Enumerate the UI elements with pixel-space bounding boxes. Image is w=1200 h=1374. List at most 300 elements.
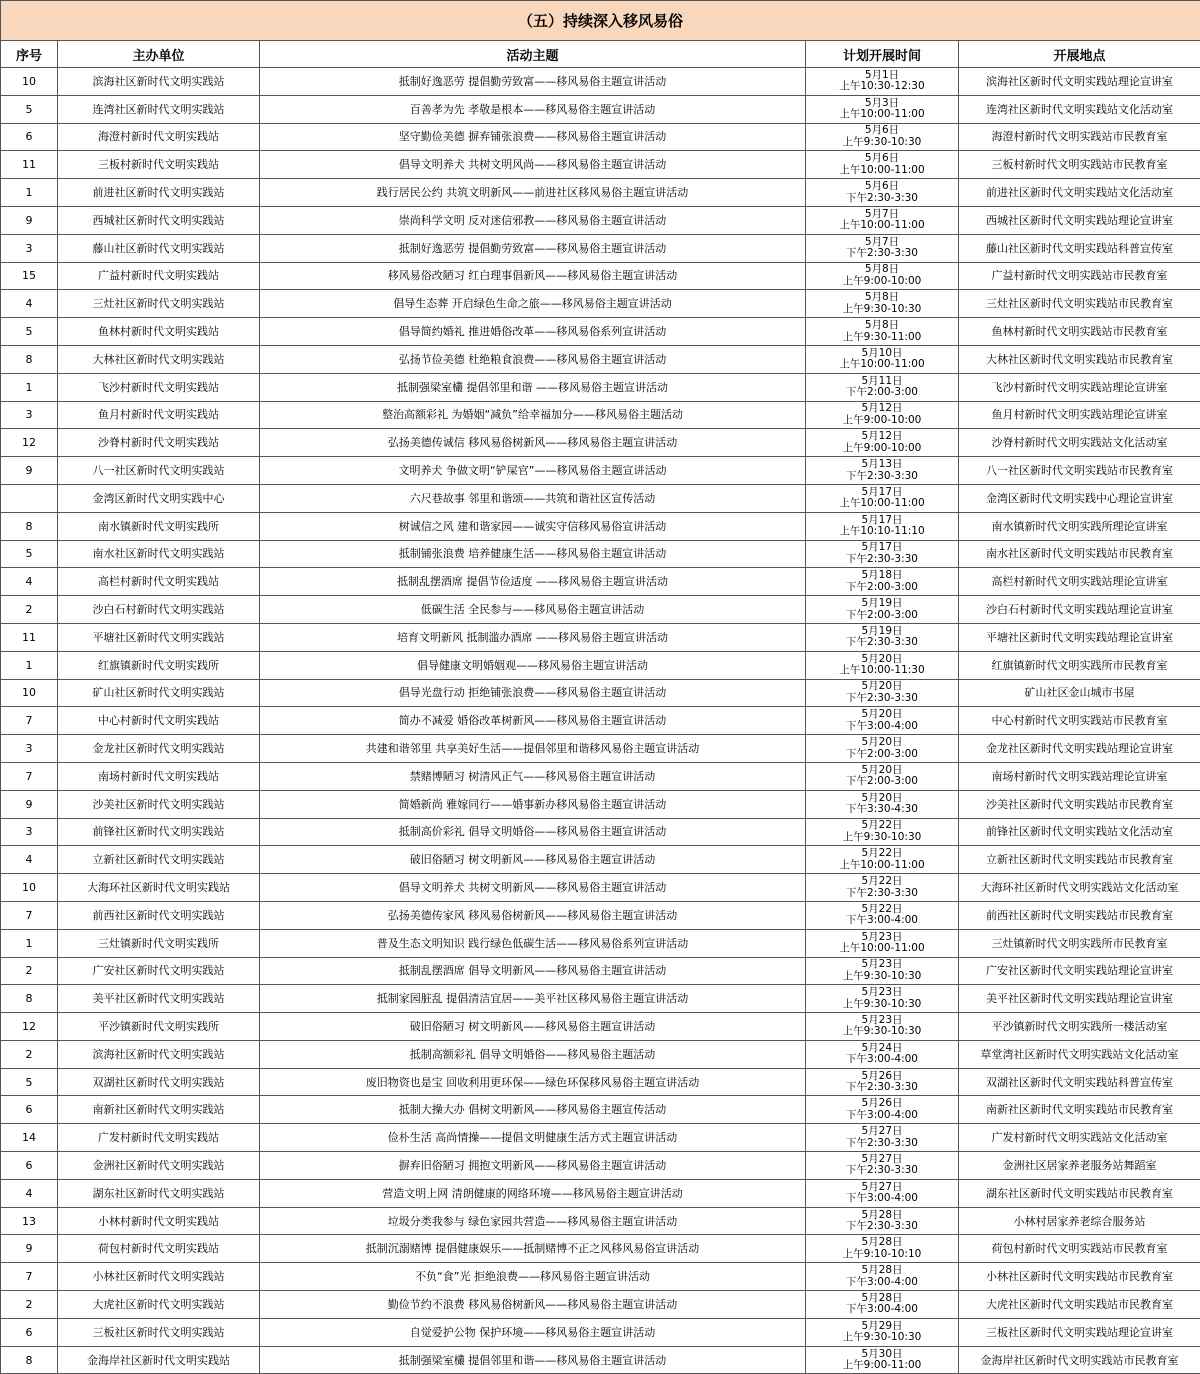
cell-theme: 普及生态文明知识 践行绿色低碳生活——移风易俗系列宣讲活动: [260, 929, 806, 957]
title-row: [1, 1, 1200, 41]
cell-time: [806, 95, 959, 123]
cell-theme: 抵制乱摆酒席 提倡节俭适度 ——移风易俗主题宣讲活动: [260, 568, 806, 596]
cell-number: 11: [1, 151, 58, 179]
cell-number: 2: [1, 957, 58, 985]
cell-theme: 抵制乱摆酒席 倡导文明新风——移风易俗主题宣讲活动: [260, 957, 806, 985]
cell-number: 9: [1, 790, 58, 818]
cell-organizer: 金湾区新时代文明实践中心: [58, 484, 260, 512]
cell-theme: 低碳生活 全民参与——移风易俗主题宣讲活动: [260, 596, 806, 624]
cell-theme: 倡导健康文明婚姻观——移风易俗主题宣讲活动: [260, 651, 806, 679]
cell-number: 7: [1, 762, 58, 790]
cell-theme: 废旧物资也是宝 回收利用更环保——绿色环保移风易俗主题宣讲活动: [260, 1068, 806, 1096]
cell-organizer: 滨海社区新时代文明实践站: [58, 68, 260, 96]
header-row: [1, 41, 1200, 68]
cell-location: 金海岸社区新时代文明实践站市民教育室: [959, 1346, 1200, 1374]
cell-location: 沙白石村新时代文明实践站理论宣讲室: [959, 596, 1200, 624]
cell-time: [806, 707, 959, 735]
cell-time: [806, 596, 959, 624]
cell-hours: 上午10:10-11:10: [839, 525, 925, 538]
cell-organizer: 鱼月村新时代文明实践站: [58, 401, 260, 429]
cell-number: 4: [1, 290, 58, 318]
cell-number: 5: [1, 1068, 58, 1096]
cell-theme: 倡导光盘行动 拒绝铺张浪费——移风易俗主题宣讲活动: [260, 679, 806, 707]
cell-theme: 自觉爱护公物 保护环境——移风易俗主题宣讲活动: [260, 1318, 806, 1346]
cell-hours: 下午2:00-3:00: [846, 775, 918, 788]
cell-theme: 培育文明新风 抵制滥办酒席 ——移风易俗主题宣讲活动: [260, 623, 806, 651]
cell-location: 红旗镇新时代文明实践所市民教育室: [959, 651, 1200, 679]
cell-theme: 抵制好逸恶劳 提倡勤劳致富——移风易俗主题宣讲活动: [260, 68, 806, 96]
cell-date: 5月22日: [861, 902, 903, 915]
cell-date: 5月28日: [861, 1291, 903, 1304]
cell-organizer: 南水镇新时代文明实践所: [58, 512, 260, 540]
table-row: [1, 1263, 1200, 1291]
cell-date: 5月12日: [861, 430, 903, 443]
cell-hours: 下午2:00-3:00: [846, 608, 918, 621]
cell-theme: 倡导简约婚礼 推进婚俗改革——移风易俗系列宣讲活动: [260, 318, 806, 346]
table-row: [1, 95, 1200, 123]
cell-hours: 下午2:30-3:30: [846, 247, 918, 260]
table-row: [1, 345, 1200, 373]
cell-date: 5月8日: [864, 263, 900, 276]
cell-date: 5月20日: [861, 708, 903, 721]
cell-theme: 垃圾分类我参与 绿色家园共营造——移风易俗主题宣讲活动: [260, 1207, 806, 1235]
cell-organizer: 小林村新时代文明实践站: [58, 1207, 260, 1235]
cell-date: 5月28日: [861, 1236, 903, 1249]
cell-location: 广安社区新时代文明实践站理论宣讲室: [959, 957, 1200, 985]
cell-time: [806, 846, 959, 874]
cell-date: 5月18日: [861, 569, 903, 582]
cell-hours: 下午2:30-3:30: [846, 469, 918, 482]
table-row: [1, 1291, 1200, 1319]
table-row: [1, 790, 1200, 818]
cell-time: [806, 651, 959, 679]
cell-organizer: 藤山社区新时代文明实践站: [58, 234, 260, 262]
cell-location: 中心村新时代文明实践站市民教育室: [959, 707, 1200, 735]
cell-time: [806, 1040, 959, 1068]
cell-hours: 下午2:30-3:30: [846, 552, 918, 565]
cell-theme: 抵制高价彩礼 倡导文明婚俗——移风易俗主题宣讲活动: [260, 818, 806, 846]
cell-date: 5月28日: [861, 1264, 903, 1277]
cell-hours: 上午9:30-10:30: [842, 969, 922, 982]
cell-number: 7: [1, 901, 58, 929]
cell-organizer: 连湾社区新时代文明实践站: [58, 95, 260, 123]
cell-time: [806, 540, 959, 568]
table-row: [1, 1152, 1200, 1180]
cell-theme: 不负“食”光 拒绝浪费——移风易俗主题宣讲活动: [260, 1263, 806, 1291]
cell-theme: 弘扬节俭美德 杜绝粮食浪费——移风易俗主题宣讲活动: [260, 345, 806, 373]
cell-organizer: 滨海社区新时代文明实践站: [58, 1040, 260, 1068]
cell-time: [806, 1235, 959, 1263]
cell-time: [806, 790, 959, 818]
cell-hours: 下午2:30-3:30: [846, 191, 918, 204]
cell-number: 1: [1, 929, 58, 957]
cell-time: [806, 1152, 959, 1180]
cell-date: 5月19日: [861, 597, 903, 610]
cell-organizer: 前西社区新时代文明实践站: [58, 901, 260, 929]
table-row: [1, 262, 1200, 290]
cell-location: 立新社区新时代文明实践站市民教育室: [959, 846, 1200, 874]
cell-time: [806, 1179, 959, 1207]
cell-organizer: 平沙镇新时代文明实践所: [58, 1013, 260, 1041]
cell-number: 4: [1, 846, 58, 874]
cell-time: [806, 206, 959, 234]
cell-number: 6: [1, 1152, 58, 1180]
cell-location: 前进社区新时代文明实践站文化活动室: [959, 179, 1200, 207]
cell-date: 5月20日: [861, 791, 903, 804]
cell-theme: 践行居民公约 共筑文明新风——前进社区移风易俗主题宣讲活动: [260, 179, 806, 207]
cell-number: 8: [1, 345, 58, 373]
cell-hours: 上午9:10-10:10: [842, 1247, 922, 1260]
cell-organizer: 广益村新时代文明实践站: [58, 262, 260, 290]
cell-date: 5月7日: [864, 207, 900, 220]
cell-location: 小林社区新时代文明实践站市民教育室: [959, 1263, 1200, 1291]
cell-location: 荷包村新时代文明实践站市民教育室: [959, 1235, 1200, 1263]
cell-hours: 上午10:00-11:00: [839, 219, 925, 232]
cell-organizer: 金海岸社区新时代文明实践站: [58, 1346, 260, 1374]
table-row: [1, 1124, 1200, 1152]
cell-hours: 上午10:00-11:00: [839, 942, 925, 955]
cell-number: 3: [1, 818, 58, 846]
cell-theme: 整治高额彩礼 为婚姻“减负”给幸福加分——移风易俗主题活动: [260, 401, 806, 429]
cell-hours: 上午10:00-11:00: [839, 108, 925, 121]
cell-organizer: 湖东社区新时代文明实践站: [58, 1179, 260, 1207]
cell-location: 飞沙村新时代文明实践站理论宣讲室: [959, 373, 1200, 401]
cell-hours: 下午2:30-3:30: [846, 886, 918, 899]
cell-number: 13: [1, 1207, 58, 1235]
cell-date: 5月23日: [861, 986, 903, 999]
cell-organizer: 平塘社区新时代文明实践站: [58, 623, 260, 651]
cell-date: 5月17日: [861, 513, 903, 526]
cell-theme: 破旧俗陋习 树文明新风——移风易俗主题宣讲活动: [260, 1013, 806, 1041]
cell-location: 广发村新时代文明实践站文化活动室: [959, 1124, 1200, 1152]
cell-date: 5月11日: [861, 374, 903, 387]
cell-time: [806, 290, 959, 318]
cell-hours: 下午2:00-3:00: [846, 580, 918, 593]
table-row: [1, 512, 1200, 540]
cell-time: [806, 1263, 959, 1291]
cell-location: 鱼林村新时代文明实践站市民教育室: [959, 318, 1200, 346]
table-row: [1, 123, 1200, 151]
table-row: [1, 679, 1200, 707]
header-theme: 活动主题: [260, 41, 806, 68]
cell-location: 南水社区新时代文明实践站市民教育室: [959, 540, 1200, 568]
cell-hours: 下午2:00-3:00: [846, 386, 918, 399]
cell-theme: 抵制沉溺赌博 提倡健康娱乐——抵制赌博不正之风移风易俗宣讲活动: [260, 1235, 806, 1263]
cell-location: 滨海社区新时代文明实践站理论宣讲室: [959, 68, 1200, 96]
header-location: 开展地点: [959, 41, 1200, 68]
cell-theme: 倡导文明养犬 共树文明风尚——移风易俗主题宣讲活动: [260, 151, 806, 179]
cell-date: 5月20日: [861, 763, 903, 776]
cell-date: 5月24日: [861, 1041, 903, 1054]
cell-location: 南水镇新时代文明实践所理论宣讲室: [959, 512, 1200, 540]
cell-number: 2: [1, 1291, 58, 1319]
cell-number: 3: [1, 234, 58, 262]
cell-number: 1: [1, 373, 58, 401]
table-row: [1, 206, 1200, 234]
cell-number: 1: [1, 179, 58, 207]
cell-organizer: 前进社区新时代文明实践站: [58, 179, 260, 207]
cell-number: 5: [1, 318, 58, 346]
table-row: [1, 901, 1200, 929]
cell-location: 南场村新时代文明实践站理论宣讲室: [959, 762, 1200, 790]
cell-date: 5月26日: [861, 1069, 903, 1082]
cell-location: 大海环社区新时代文明实践站文化活动室: [959, 874, 1200, 902]
cell-theme: 简婚新尚 雅嫁同行——婚事新办移风易俗主题宣讲活动: [260, 790, 806, 818]
cell-time: [806, 1207, 959, 1235]
table-row: [1, 707, 1200, 735]
cell-date: 5月6日: [864, 124, 900, 137]
table-row: [1, 874, 1200, 902]
cell-time: [806, 623, 959, 651]
cell-location: 三灶镇新时代文明实践所市民教育室: [959, 929, 1200, 957]
cell-time: [806, 874, 959, 902]
cell-hours: 下午2:30-3:30: [846, 1164, 918, 1177]
cell-theme: 简办不减爱 婚俗改革树新风——移风易俗主题宣讲活动: [260, 707, 806, 735]
cell-theme: 文明养犬 争做文明“铲屎官”——移风易俗主题宣讲活动: [260, 457, 806, 485]
cell-location: 湖东社区新时代文明实践站市民教育室: [959, 1179, 1200, 1207]
cell-theme: 摒弃旧俗陋习 拥抱文明新风——移风易俗主题宣讲活动: [260, 1152, 806, 1180]
cell-date: 5月12日: [861, 402, 903, 415]
cell-number: 2: [1, 596, 58, 624]
cell-date: 5月8日: [864, 291, 900, 304]
cell-theme: 抵制大操大办 倡树文明新风——移风易俗主题宣传活动: [260, 1096, 806, 1124]
cell-organizer: 立新社区新时代文明实践站: [58, 846, 260, 874]
cell-organizer: 海澄村新时代文明实践站: [58, 123, 260, 151]
cell-hours: 下午2:30-3:30: [846, 691, 918, 704]
cell-hours: 下午2:30-3:30: [846, 1136, 918, 1149]
cell-time: [806, 735, 959, 763]
cell-theme: 禁赌博陋习 树清风正气——移风易俗主题宣讲活动: [260, 762, 806, 790]
cell-hours: 上午9:30-10:30: [842, 830, 922, 843]
cell-hours: 上午10:00-11:00: [839, 163, 925, 176]
cell-organizer: 金龙社区新时代文明实践站: [58, 735, 260, 763]
cell-theme: 营造文明上网 清朗健康的网络环境——移风易俗主题宣讲活动: [260, 1179, 806, 1207]
cell-number: 11: [1, 623, 58, 651]
cell-date: 5月17日: [861, 541, 903, 554]
cell-organizer: 中心村新时代文明实践站: [58, 707, 260, 735]
cell-date: 5月27日: [861, 1152, 903, 1165]
cell-hours: 下午3:00-4:00: [846, 719, 918, 732]
cell-time: [806, 123, 959, 151]
cell-time: [806, 762, 959, 790]
cell-organizer: 高栏村新时代文明实践站: [58, 568, 260, 596]
table-row: [1, 985, 1200, 1013]
header-number: 序号: [1, 41, 58, 68]
cell-organizer: 前锋社区新时代文明实践站: [58, 818, 260, 846]
cell-number: 1: [1, 651, 58, 679]
cell-hours: 上午10:00-11:00: [839, 358, 925, 371]
cell-location: 前锋社区新时代文明实践站文化活动室: [959, 818, 1200, 846]
cell-number: 12: [1, 1013, 58, 1041]
table-row: [1, 735, 1200, 763]
cell-organizer: 美平社区新时代文明实践站: [58, 985, 260, 1013]
cell-number: 8: [1, 1346, 58, 1374]
cell-date: 5月6日: [864, 180, 900, 193]
cell-date: 5月23日: [861, 930, 903, 943]
cell-time: [806, 1346, 959, 1374]
cell-theme: 百善孝为先 孝敬是根本——移风易俗主题宣讲活动: [260, 95, 806, 123]
cell-time: [806, 818, 959, 846]
cell-date: 5月22日: [861, 875, 903, 887]
cell-time: [806, 1068, 959, 1096]
cell-organizer: 沙美社区新时代文明实践站: [58, 790, 260, 818]
table-row: [1, 179, 1200, 207]
cell-location: 连湾社区新时代文明实践站文化活动室: [959, 95, 1200, 123]
cell-time: [806, 484, 959, 512]
table-row: [1, 762, 1200, 790]
cell-theme: 抵制好逸恶劳 提倡勤劳致富——移风易俗主题宣讲活动: [260, 234, 806, 262]
cell-number: 6: [1, 1096, 58, 1124]
cell-date: 5月13日: [861, 458, 903, 471]
cell-hours: 上午9:00-11:00: [842, 1359, 922, 1372]
cell-date: 5月8日: [864, 319, 900, 332]
cell-time: [806, 1013, 959, 1041]
cell-hours: 下午2:30-3:30: [846, 636, 918, 649]
cell-organizer: 广发村新时代文明实践站: [58, 1124, 260, 1152]
cell-number: 15: [1, 262, 58, 290]
cell-organizer: 三灶镇新时代文明实践所: [58, 929, 260, 957]
cell-organizer: 八一社区新时代文明实践站: [58, 457, 260, 485]
table-row: [1, 1235, 1200, 1263]
table-row: [1, 429, 1200, 457]
cell-organizer: 大海环社区新时代文明实践站: [58, 874, 260, 902]
cell-date: 5月19日: [861, 624, 903, 637]
cell-time: [806, 568, 959, 596]
cell-number: 5: [1, 95, 58, 123]
table-row: [1, 1346, 1200, 1374]
cell-time: [806, 1096, 959, 1124]
cell-date: 5月20日: [861, 736, 903, 749]
cell-number: 14: [1, 1124, 58, 1152]
cell-hours: 上午9:00-10:00: [842, 274, 922, 287]
cell-date: 5月26日: [861, 1097, 903, 1110]
cell-date: 5月20日: [861, 680, 903, 693]
cell-organizer: 红旗镇新时代文明实践所: [58, 651, 260, 679]
cell-organizer: 鱼林村新时代文明实践站: [58, 318, 260, 346]
cell-location: 三板社区新时代文明实践站理论宣讲室: [959, 1318, 1200, 1346]
cell-time: [806, 151, 959, 179]
table-row: [1, 1207, 1200, 1235]
cell-organizer: 南水社区新时代文明实践站: [58, 540, 260, 568]
cell-theme: 抵制强梁室欉 提倡邻里和谐——移风易俗主题宣讲活动: [260, 1346, 806, 1374]
table-title: （五）持续深入移风易俗: [1, 1, 1200, 41]
cell-theme: 共建和谐邻里 共享美好生活——提倡邻里和谐移风易俗主题宣讲活动: [260, 735, 806, 763]
table-row: [1, 846, 1200, 874]
table-row: [1, 818, 1200, 846]
cell-hours: 下午2:30-3:30: [846, 1220, 918, 1233]
cell-time: [806, 457, 959, 485]
cell-date: 5月23日: [861, 1013, 903, 1026]
cell-time: [806, 234, 959, 262]
cell-time: [806, 373, 959, 401]
cell-time: [806, 179, 959, 207]
cell-date: 5月28日: [861, 1208, 903, 1221]
cell-location: 三板村新时代文明实践站市民教育室: [959, 151, 1200, 179]
cell-theme: 移风易俗改陋习 红白理事倡新风——移风易俗主题宣讲活动: [260, 262, 806, 290]
cell-location: 大虎社区新时代文明实践站市民教育室: [959, 1291, 1200, 1319]
cell-number: 3: [1, 401, 58, 429]
cell-hours: 下午3:00-4:00: [846, 1108, 918, 1121]
cell-theme: 抵制铺张浪费 培养健康生活——移风易俗主题宣讲活动: [260, 540, 806, 568]
cell-hours: 下午3:00-4:00: [846, 1053, 918, 1066]
cell-theme: 勤俭节约不浪费 移风易俗树新风——移风易俗主题宣讲活动: [260, 1291, 806, 1319]
cell-hours: 下午2:30-3:30: [846, 1081, 918, 1094]
cell-number: 8: [1, 985, 58, 1013]
cell-organizer: 三板社区新时代文明实践站: [58, 1318, 260, 1346]
cell-location: 藤山社区新时代文明实践站科普宣传室: [959, 234, 1200, 262]
table-row: [1, 651, 1200, 679]
cell-organizer: 三板村新时代文明实践站: [58, 151, 260, 179]
cell-number: 6: [1, 1318, 58, 1346]
cell-theme: 坚守勤俭美德 摒弃铺张浪费——移风易俗主题宣讲活动: [260, 123, 806, 151]
cell-organizer: 双湖社区新时代文明实践站: [58, 1068, 260, 1096]
cell-date: 5月6日: [864, 152, 900, 165]
cell-hours: 上午9:30-10:30: [842, 1025, 922, 1038]
cell-location: 南新社区新时代文明实践站市民教育室: [959, 1096, 1200, 1124]
cell-organizer: 广安社区新时代文明实践站: [58, 957, 260, 985]
cell-number: 4: [1, 568, 58, 596]
cell-hours: 上午9:30-11:00: [842, 330, 922, 343]
cell-hours: 上午9:30-10:30: [842, 302, 922, 315]
cell-theme: 俭朴生活 高尚情操——提倡文明健康生活方式主题宣讲活动: [260, 1124, 806, 1152]
cell-hours: 下午3:00-4:00: [846, 1303, 918, 1316]
cell-organizer: 南场村新时代文明实践站: [58, 762, 260, 790]
cell-date: 5月20日: [861, 652, 903, 665]
cell-organizer: 小林社区新时代文明实践站: [58, 1263, 260, 1291]
cell-time: [806, 512, 959, 540]
cell-hours: 下午2:00-3:00: [846, 747, 918, 760]
cell-theme: 抵制家园脏乱 提倡清洁宜居——美平社区移风易俗主题宣讲活动: [260, 985, 806, 1013]
header-organizer: 主办单位: [58, 41, 260, 68]
cell-organizer: 沙白石村新时代文明实践站: [58, 596, 260, 624]
cell-date: 5月27日: [861, 1125, 903, 1138]
cell-number: 5: [1, 540, 58, 568]
table-row: [1, 929, 1200, 957]
cell-organizer: 矿山社区新时代文明实践站: [58, 679, 260, 707]
table-row: [1, 234, 1200, 262]
cell-date: 5月29日: [861, 1319, 903, 1332]
cell-number: 3: [1, 735, 58, 763]
cell-date: 5月7日: [864, 235, 900, 248]
cell-location: 平塘社区新时代文明实践站理论宣讲室: [959, 623, 1200, 651]
cell-organizer: 南新社区新时代文明实践站: [58, 1096, 260, 1124]
cell-location: 双湖社区新时代文明实践站科普宣传室: [959, 1068, 1200, 1096]
table-row: [1, 457, 1200, 485]
table-row: [1, 568, 1200, 596]
table-row: [1, 540, 1200, 568]
cell-organizer: 金洲社区新时代文明实践站: [58, 1152, 260, 1180]
cell-number: 2: [1, 1040, 58, 1068]
cell-number: 10: [1, 679, 58, 707]
cell-organizer: 荷包村新时代文明实践站: [58, 1235, 260, 1263]
table-row: [1, 373, 1200, 401]
cell-number: 9: [1, 1235, 58, 1263]
cell-hours: 下午3:00-4:00: [846, 1275, 918, 1288]
cell-location: 金湾区新时代文明实践中心理论宣讲室: [959, 484, 1200, 512]
cell-organizer: 三灶社区新时代文明实践站: [58, 290, 260, 318]
cell-date: 5月22日: [861, 847, 903, 860]
cell-number: 6: [1, 123, 58, 151]
cell-hours: 下午3:00-4:00: [846, 1192, 918, 1205]
table-row: [1, 290, 1200, 318]
cell-time: [806, 401, 959, 429]
cell-number: 7: [1, 1263, 58, 1291]
cell-date: 5月30日: [861, 1347, 903, 1360]
cell-location: 金洲社区居家养老服务站舞蹈室: [959, 1152, 1200, 1180]
cell-time: [806, 1124, 959, 1152]
cell-number: 10: [1, 68, 58, 96]
table-row: [1, 484, 1200, 512]
